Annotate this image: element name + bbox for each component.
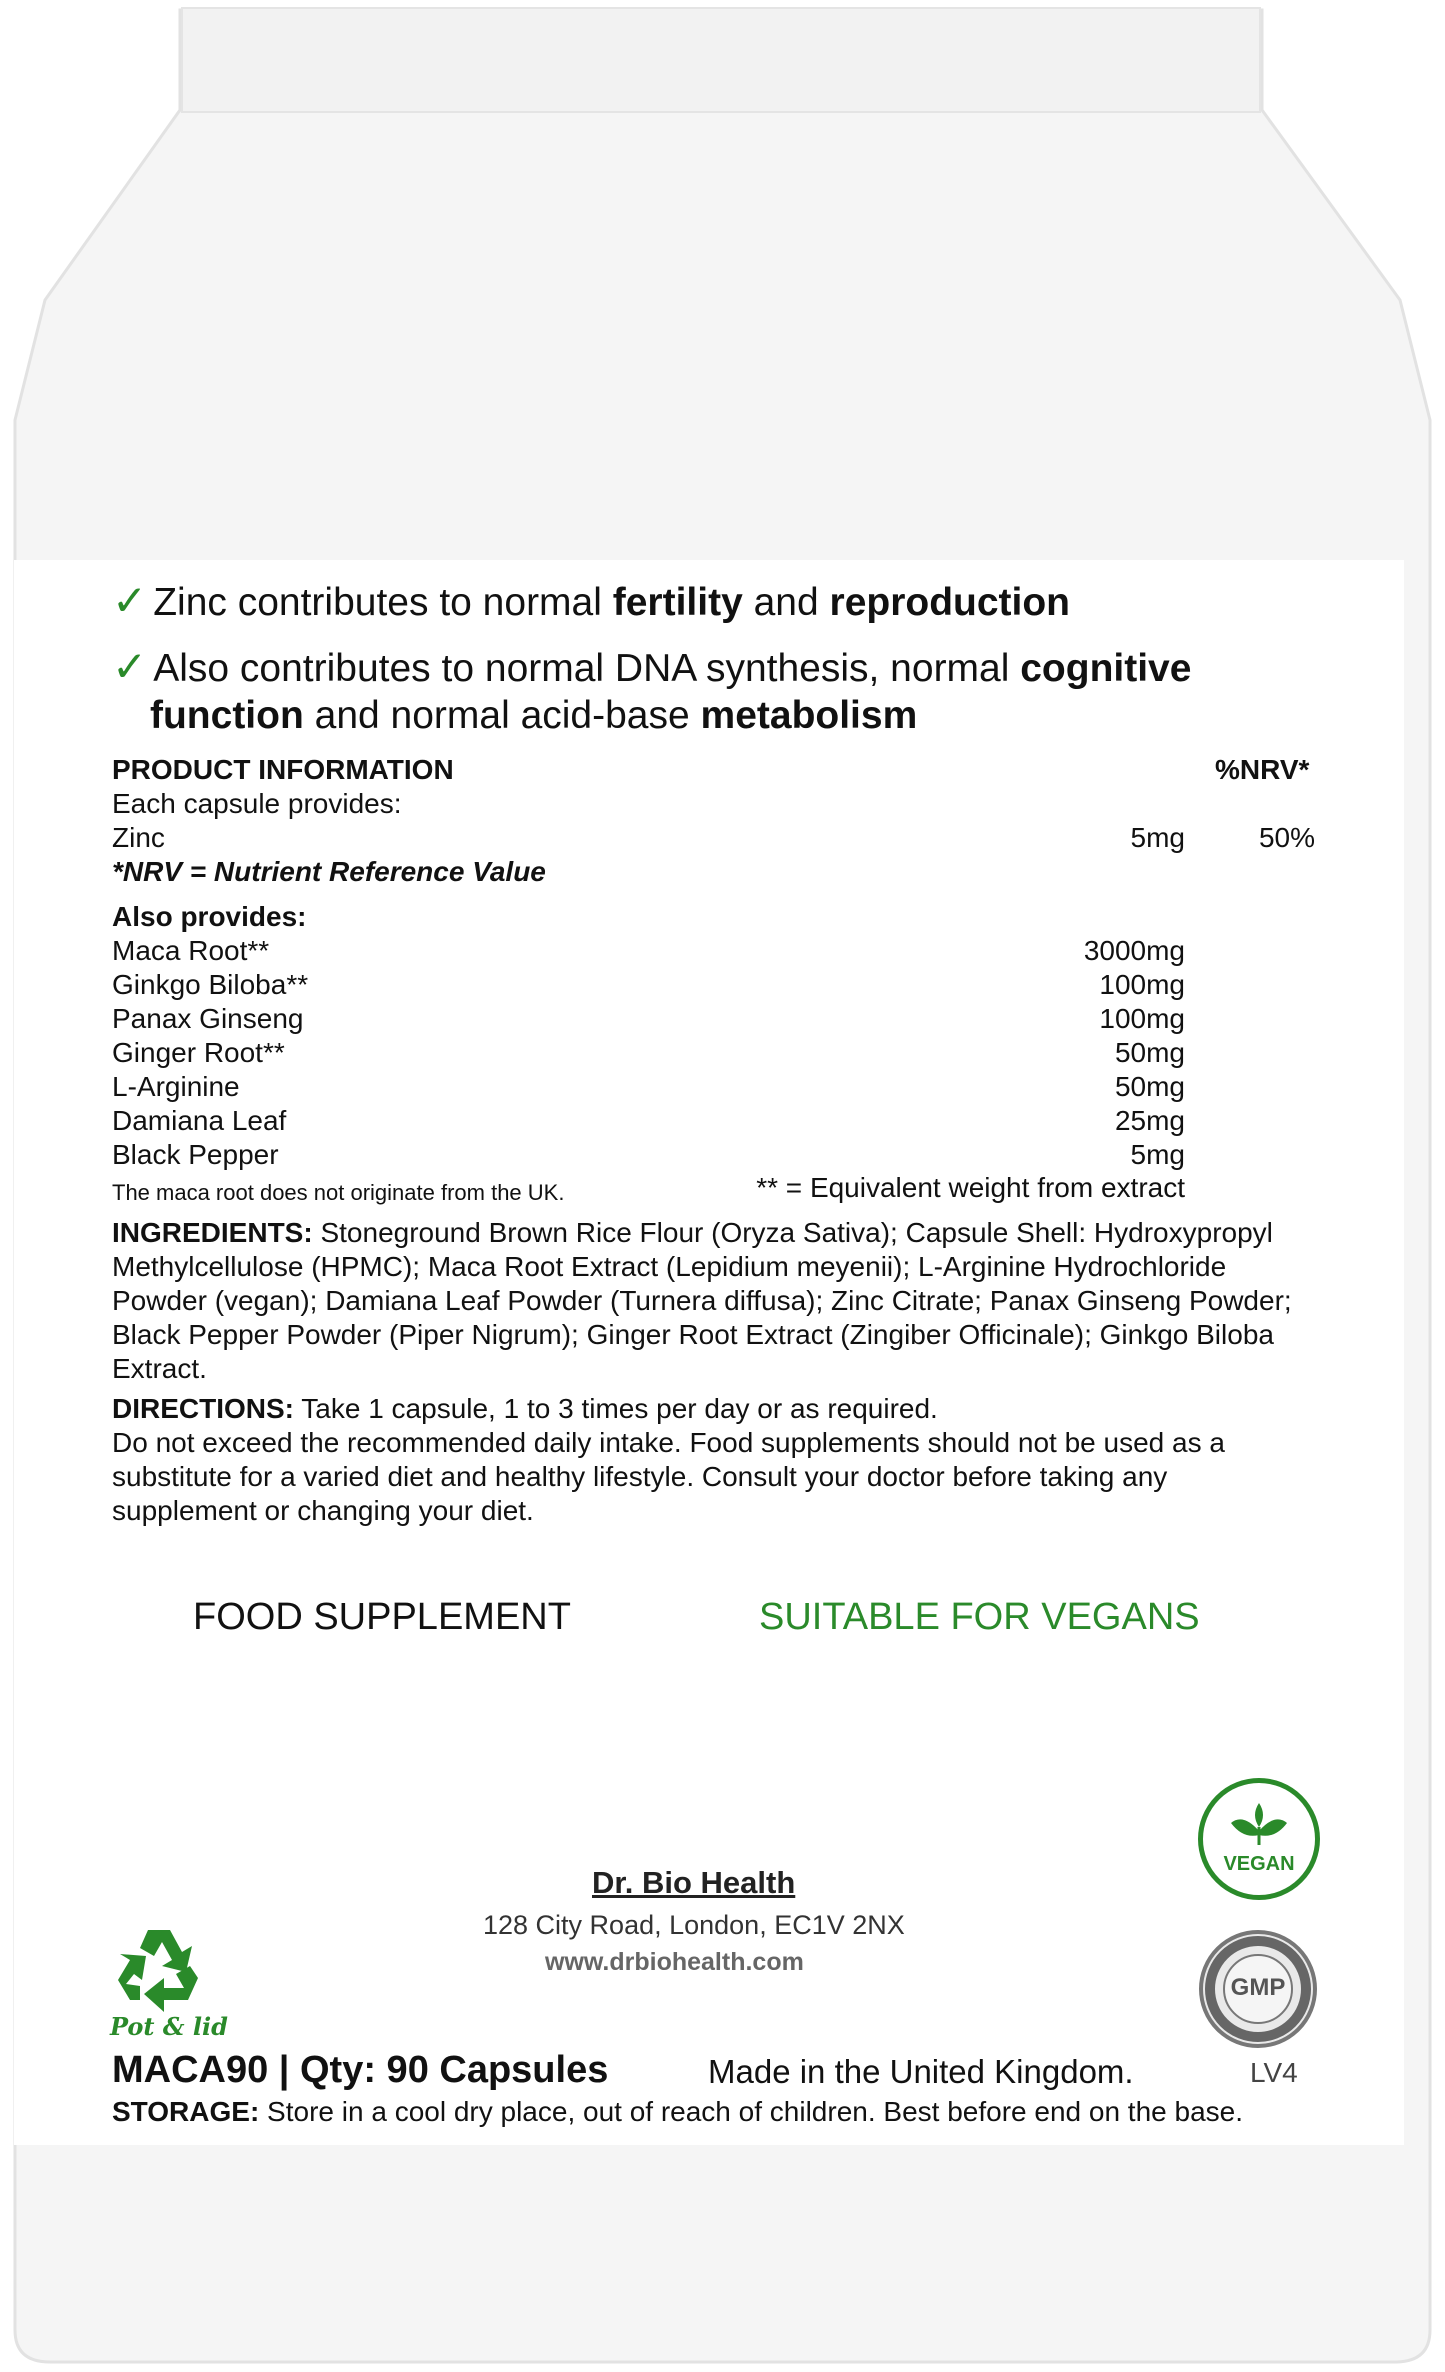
suitable-for-vegans-text: SUITABLE FOR VEGANS: [759, 1596, 1200, 1638]
zinc-amount: 5mg: [1130, 822, 1185, 853]
ingredient-name: Damiana Leaf: [112, 1105, 287, 1136]
ingredients-paragraph: [112, 1216, 1312, 1386]
ingredient-amount: 3000mg: [1083, 935, 1185, 966]
directions-label: DIRECTIONS:: [112, 1393, 294, 1424]
product-code: MACA90 | Qty: 90 Capsules: [112, 2049, 609, 2091]
recycle-caption: Pot & lid: [110, 2012, 228, 2041]
made-in-uk: Made in the United Kingdom.: [708, 2053, 1134, 2090]
ingredient-amount: 50mg: [1114, 1071, 1185, 1102]
company-address: 128 City Road, London, EC1V 2NX: [483, 1910, 905, 1940]
ingredient-name: L-Arginine: [112, 1071, 240, 1102]
recycle-icon: [108, 1920, 218, 2015]
ingredient-name: Ginger Root**: [112, 1037, 285, 1068]
product-info-heading: PRODUCT INFORMATION: [112, 754, 454, 785]
directions-warning: Do not exceed the recommended daily intake. Food supplements should not be used as a substitute for a varied diet and healthy lifestyle. Consult your doctor before taking any supplement or changing your diet.: [112, 1427, 1225, 1526]
storage-label: STORAGE:: [112, 2096, 260, 2127]
claim-fertility: ✓ Zinc contributes to normal fertility and reproduction: [112, 577, 1071, 624]
food-supplement-text: FOOD SUPPLEMENT: [193, 1596, 571, 1638]
zinc-nrv: 50%: [1258, 822, 1315, 853]
ingredient-name: Panax Ginseng: [112, 1003, 304, 1034]
ingredient-name: Ginkgo Biloba**: [112, 969, 309, 1000]
gmp-badge: [1199, 1930, 1317, 2048]
claim-dna: ✓ Also contributes to normal DNA synthesis, normal cognitive function and normal acid-base metabolism: [112, 643, 1192, 737]
extract-note: ** = Equivalent weight from extract: [756, 1172, 1185, 1203]
vegan-badge: [1198, 1778, 1320, 1900]
label-version: LV4: [1250, 2057, 1298, 2088]
checkmark-icon: ✓: [112, 577, 148, 624]
nrv-header: %NRV*: [1215, 754, 1310, 785]
ingredient-amount: 50mg: [1114, 1037, 1185, 1068]
origin-note: The maca root does not originate from the UK.: [112, 1180, 565, 1205]
nrv-note: *NRV = Nutrient Reference Value: [112, 856, 546, 887]
ingredient-name: Maca Root**: [112, 935, 270, 966]
ingredients-text: Stoneground Brown Rice Flour (Oryza Sativa); Capsule Shell: Hydroxypropyl Methylcellulose (HPMC); Maca Root Extract (Lepidium meyenii); L-Arginine Hydrochloride Powder (vegan); Damiana Leaf Powder (Turnera diffusa); Zinc Citrate; Panax Ginseng Powder; Black Pepper Powder (Piper Nigrum); Ginger Root Extract (Zingiber Officinale); Ginkgo Biloba Extract.: [112, 1217, 1292, 1384]
checkmark-icon: ✓: [112, 643, 148, 690]
vegan-badge-label: VEGAN: [1223, 1853, 1295, 1875]
leaf-icon: [1203, 1783, 1315, 1895]
directions-paragraph: [112, 1392, 1312, 1528]
ingredient-amount: 100mg: [1099, 969, 1185, 1000]
company-name: Dr. Bio Health: [592, 1865, 796, 1900]
also-provides-heading: Also provides:: [112, 901, 307, 932]
storage-text: Store in a cool dry place, out of reach of children. Best before end on the base.: [259, 2096, 1243, 2127]
storage-line: [112, 2095, 1243, 2129]
ingredient-amount: 25mg: [1114, 1105, 1185, 1136]
each-capsule-text: Each capsule provides:: [112, 788, 402, 819]
company-website[interactable]: www.drbiohealth.com: [545, 1948, 804, 1976]
ingredient-name: Black Pepper: [112, 1139, 279, 1170]
directions-text: Take 1 capsule, 1 to 3 times per day or as required.: [294, 1393, 938, 1424]
gmp-badge-label: GMP: [1230, 1974, 1286, 2001]
ingredients-label: INGREDIENTS:: [112, 1217, 313, 1248]
ingredient-amount: 100mg: [1099, 1003, 1185, 1034]
zinc-name: Zinc: [112, 822, 165, 853]
ingredient-amount: 5mg: [1130, 1139, 1185, 1170]
